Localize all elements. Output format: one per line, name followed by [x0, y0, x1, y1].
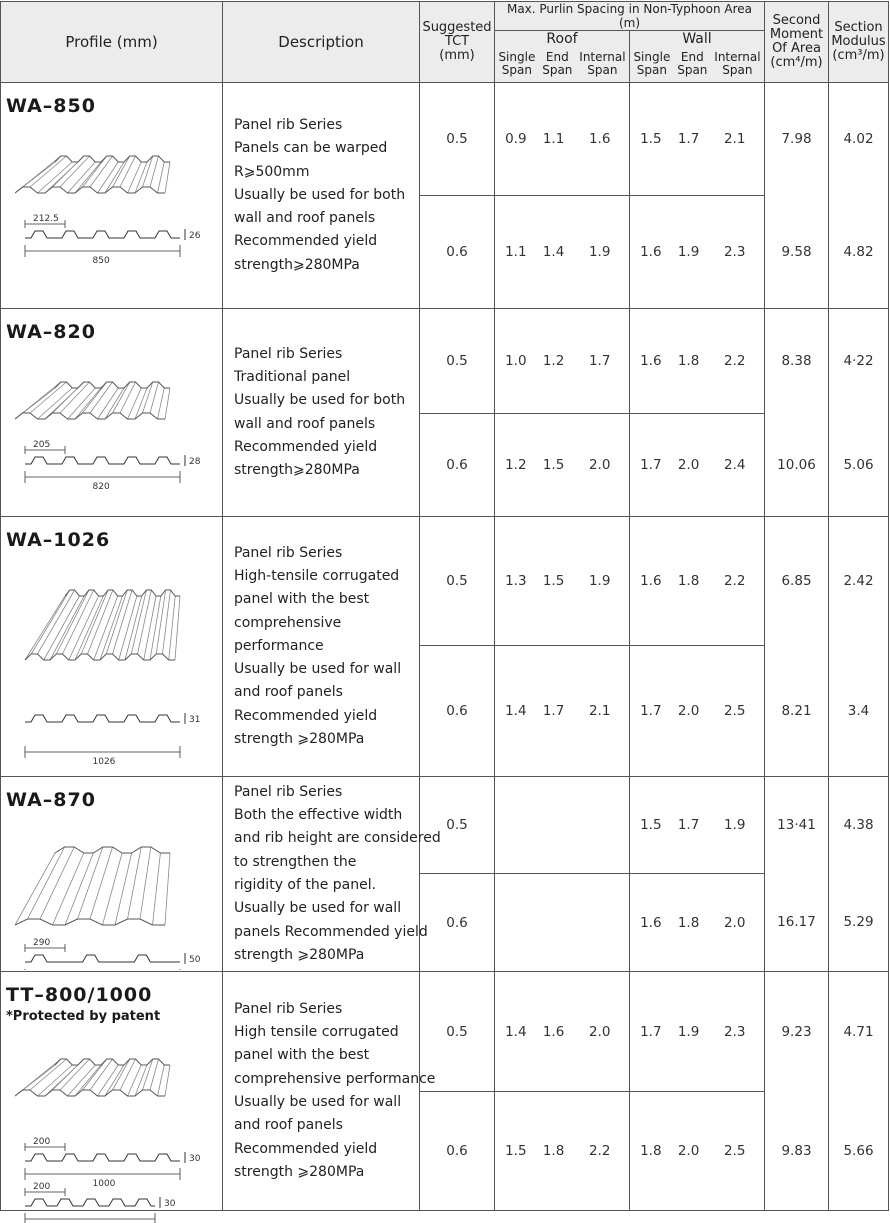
wall-spacing-cell	[630, 517, 765, 646]
roof-spacing-cell	[495, 1092, 630, 1211]
profile-drawing	[15, 357, 215, 515]
wall-spacing-value: 1.5	[640, 131, 662, 147]
description-line: strength⩾280MPa	[234, 256, 360, 273]
description-line: strength ⩾280MPa	[234, 1163, 365, 1180]
profile-cell	[1, 83, 223, 309]
description-line: High tensile corrugated	[234, 1024, 399, 1041]
description-line: Usually be used for both	[234, 186, 406, 203]
profile-height-label: 26	[189, 231, 201, 241]
wall-spacing-value: 1.8	[640, 1143, 662, 1159]
roof-spacing-value: 1.0	[505, 353, 527, 369]
profile-height-label: 31	[189, 715, 201, 725]
wall-spacing-value: 1.7	[677, 131, 700, 147]
tct-value: 0.5	[420, 972, 495, 1092]
tct-value: 0.5	[420, 83, 495, 196]
roof-spacing-value: 2.0	[588, 457, 611, 473]
description-cell	[223, 972, 436, 1211]
wall-spacing-value: 2.3	[723, 1023, 746, 1040]
modulus-value: 4·22	[829, 309, 889, 414]
roof-spacing-value: 1.4	[505, 703, 527, 719]
header-profile: Profile (mm)	[1, 2, 223, 83]
modulus-value: 4.38	[829, 777, 889, 874]
wall-spacing-value: 1.8	[677, 353, 700, 369]
description-line: Usually be used for wall	[234, 1094, 402, 1110]
header-purlin-spacing: Max. Purlin Spacing in Non-Typhoon Area (m)	[495, 2, 765, 31]
profile-drawing	[15, 131, 215, 307]
header-wall: Wall	[630, 31, 765, 47]
profile-height-label: 28	[189, 457, 201, 467]
roof-spacing-cell	[495, 83, 630, 196]
header-roof-spans: Single Span End Span Internal Span	[495, 47, 630, 83]
description-line: and roof panels	[234, 684, 343, 701]
wall-spacing-value: 1.9	[723, 817, 746, 833]
wall-spacing-value: 1.9	[677, 244, 700, 260]
wall-spacing-value: 1.8	[677, 914, 700, 931]
table-row	[1, 309, 889, 414]
description-line: panel with the best	[234, 591, 370, 608]
roof-spacing-value: 1.6	[542, 1023, 565, 1040]
description-line: Panel rib Series	[234, 783, 343, 800]
profile-drawing	[15, 1034, 215, 1223]
roof-spacing-cell	[495, 309, 630, 414]
header-section-modulus: Section Modulus (cm³/m)	[829, 2, 889, 83]
description-line: comprehensive performance	[234, 1070, 436, 1087]
moment-value: 7.98	[765, 83, 829, 196]
wall-spacing-value: 2.3	[723, 244, 746, 260]
wall-spacing-value: 2.4	[723, 457, 746, 473]
profile-drawing	[15, 565, 215, 775]
table-row	[1, 972, 889, 1092]
roof-spacing-cell	[495, 414, 630, 517]
moment-value: 6.85	[765, 517, 829, 646]
description-line: wall and roof panels	[234, 415, 376, 432]
roof-spacing-cell	[495, 517, 630, 646]
wall-spacing-value: 1.6	[640, 573, 662, 589]
roof-spacing-cell	[495, 196, 630, 309]
roof-spacing-value: 1.7	[542, 703, 565, 719]
description-cell	[223, 777, 441, 972]
roof-spacing-value: 1.6	[588, 131, 611, 147]
wall-spacing-value: 1.9	[677, 1023, 700, 1040]
header-tct: Suggested TCT (mm)	[420, 2, 495, 83]
description-line: panels Recommended yield	[234, 923, 428, 940]
wall-spacing-cell	[630, 83, 765, 196]
description-line: wall and roof panels	[234, 210, 376, 227]
roof-spacing-cell	[495, 646, 630, 777]
roof-spacing-value: 1.5	[542, 573, 565, 589]
wall-spacing-value: 2.0	[677, 457, 700, 473]
description-line: and rib height are considered	[234, 830, 441, 847]
profile-height-label: 30	[164, 1199, 176, 1209]
profile-name: TT–800/1000	[6, 984, 153, 1006]
roof-spacing-value: 1.8	[542, 1143, 565, 1159]
tct-value: 0.6	[420, 196, 495, 309]
description-line: strength⩾280MPa	[234, 462, 360, 479]
profile-pitch-label: 200	[33, 1182, 51, 1192]
profile-spec-table	[0, 1, 889, 1211]
header-description: Description	[223, 2, 420, 83]
description-line: Usually be used for wall	[234, 900, 402, 917]
wall-spacing-cell	[630, 646, 765, 777]
profile-name: WA–870	[6, 789, 96, 811]
wall-spacing-cell	[630, 777, 765, 874]
roof-spacing-cell	[495, 874, 630, 972]
roof-spacing-value: 1.9	[588, 573, 611, 589]
moment-value: 8.21	[765, 646, 829, 777]
tct-value: 0.6	[420, 414, 495, 517]
tct-value: 0.5	[420, 777, 495, 874]
roof-spacing-value: 1.9	[588, 244, 611, 260]
description-line: Panel rib Series	[234, 1000, 343, 1017]
description-line: Panel rib Series	[234, 116, 343, 133]
tct-value: 0.6	[420, 874, 495, 972]
description-line: Recommended yield	[234, 1140, 378, 1157]
roof-spacing-value: 1.2	[505, 457, 527, 473]
wall-spacing-value: 2.5	[723, 1143, 746, 1159]
moment-value: 8.38	[765, 309, 829, 414]
description-cell	[223, 83, 420, 309]
profile-cell	[1, 777, 223, 972]
roof-spacing-cell	[495, 777, 630, 874]
modulus-value: 4.82	[829, 196, 889, 309]
description-line: Panels can be warped	[234, 140, 388, 157]
profile-name: WA–1026	[6, 529, 111, 551]
description-line: Panel rib Series	[234, 544, 343, 561]
wall-spacing-value: 2.1	[723, 131, 746, 147]
profile-drawing	[15, 825, 215, 970]
description-line: Traditional panel	[234, 368, 351, 385]
moment-value: 9.23	[765, 972, 829, 1092]
profile-cell	[1, 517, 223, 777]
profile-height-label: 50	[189, 955, 201, 965]
modulus-value: 4.02	[829, 83, 889, 196]
header-second-moment: Second Moment Of Area (cm⁴/m)	[765, 2, 829, 83]
description-line: strength ⩾280MPa	[234, 946, 365, 963]
modulus-value: 3.4	[829, 646, 889, 777]
description-line: performance	[234, 637, 324, 654]
roof-spacing-value: 1.3	[505, 573, 527, 589]
wall-spacing-cell	[630, 972, 765, 1092]
profile-note: *Protected by patent	[6, 1009, 161, 1024]
moment-value: 10.06	[765, 414, 829, 517]
wall-spacing-value: 1.5	[640, 817, 662, 833]
profile-width-label: 1000	[92, 1179, 116, 1189]
roof-spacing-value: 0.9	[505, 131, 527, 147]
moment-value: 9.83	[765, 1092, 829, 1211]
roof-spacing-value: 1.4	[505, 1023, 527, 1040]
wall-spacing-value: 1.7	[677, 817, 700, 833]
modulus-value: 5.66	[829, 1092, 889, 1211]
description-line: comprehensive	[234, 614, 342, 631]
profile-width-label: 1026	[92, 757, 116, 767]
profile-cell	[1, 309, 223, 517]
roof-spacing-value: 1.1	[542, 131, 565, 147]
roof-spacing-value: 1.5	[505, 1143, 527, 1159]
roof-spacing-value: 1.2	[542, 353, 565, 369]
modulus-value: 2.42	[829, 517, 889, 646]
table-row	[1, 83, 889, 196]
wall-spacing-value: 2.0	[677, 1143, 700, 1159]
tct-value: 0.5	[420, 517, 495, 646]
description-line: and roof panels	[234, 1117, 343, 1134]
description-line: R⩾500mm	[234, 163, 310, 180]
modulus-value: 4.71	[829, 972, 889, 1092]
wall-spacing-cell	[630, 196, 765, 309]
description-line: panel with the best	[234, 1047, 370, 1064]
description-line: Usually be used for both	[234, 392, 406, 409]
profile-width-label: 820	[92, 482, 110, 492]
wall-spacing-value: 2.2	[723, 573, 746, 589]
profile-cell	[1, 972, 223, 1211]
description-line: Recommended yield	[234, 438, 378, 455]
table-row	[1, 777, 889, 874]
description-line: Both the effective width	[234, 807, 403, 824]
table-row	[1, 517, 889, 646]
description-cell	[223, 517, 420, 777]
roof-spacing-value: 1.7	[588, 353, 611, 369]
wall-spacing-value: 2.5	[723, 703, 746, 719]
wall-spacing-cell	[630, 874, 765, 972]
roof-spacing-value: 2.1	[588, 703, 611, 719]
profile-pitch-label: 290	[33, 938, 51, 948]
roof-spacing-value: 1.5	[542, 457, 565, 473]
moment-value: 9.58	[765, 196, 829, 309]
moment-value: 13·41	[765, 777, 829, 874]
header-roof: Roof	[495, 31, 630, 47]
roof-spacing-cell	[495, 972, 630, 1092]
description-line: High-tensile corrugated	[234, 567, 400, 584]
roof-spacing-value: 1.1	[505, 244, 527, 260]
wall-spacing-value: 1.6	[640, 914, 662, 931]
profile-width-label: 850	[92, 256, 110, 266]
description-line: Recommended yield	[234, 233, 378, 250]
modulus-value: 5.29	[829, 874, 889, 972]
wall-spacing-value: 1.6	[640, 244, 662, 260]
wall-spacing-value: 1.7	[640, 1023, 662, 1040]
wall-spacing-cell	[630, 414, 765, 517]
description-line: Panel rib Series	[234, 345, 343, 362]
description-line: strength ⩾280MPa	[234, 731, 365, 748]
tct-value: 0.6	[420, 1092, 495, 1211]
wall-spacing-value: 2.2	[723, 353, 746, 369]
description-line: to strengthen the	[234, 853, 357, 870]
description-line: Usually be used for wall	[234, 661, 402, 678]
description-line: rigidity of the panel.	[234, 877, 377, 893]
profile-pitch-label: 200	[33, 1137, 51, 1147]
wall-spacing-value: 2.0	[677, 703, 700, 719]
profile-name: WA–850	[6, 95, 96, 117]
modulus-value: 5.06	[829, 414, 889, 517]
header-wall-spans: Single Span End Span Internal Span	[630, 47, 765, 83]
tct-value: 0.5	[420, 309, 495, 414]
profile-pitch-label: 212.5	[33, 214, 59, 224]
wall-spacing-value: 1.7	[640, 457, 662, 473]
profile-pitch-label: 205	[33, 440, 51, 450]
roof-spacing-value: 2.2	[588, 1143, 611, 1159]
wall-spacing-value: 1.6	[640, 353, 662, 369]
description-line: Recommended yield	[234, 707, 378, 724]
wall-spacing-value: 1.7	[640, 703, 662, 719]
moment-value: 16.17	[765, 874, 829, 972]
roof-spacing-value: 2.0	[588, 1023, 611, 1040]
tct-value: 0.6	[420, 646, 495, 777]
profile-height-label: 30	[189, 1154, 201, 1164]
wall-spacing-value: 2.0	[723, 914, 746, 931]
wall-spacing-value: 1.8	[677, 573, 700, 589]
profile-name: WA–820	[6, 321, 96, 343]
wall-spacing-cell	[630, 1092, 765, 1211]
wall-spacing-cell	[630, 309, 765, 414]
description-cell	[223, 309, 420, 517]
roof-spacing-value: 1.4	[542, 244, 565, 260]
